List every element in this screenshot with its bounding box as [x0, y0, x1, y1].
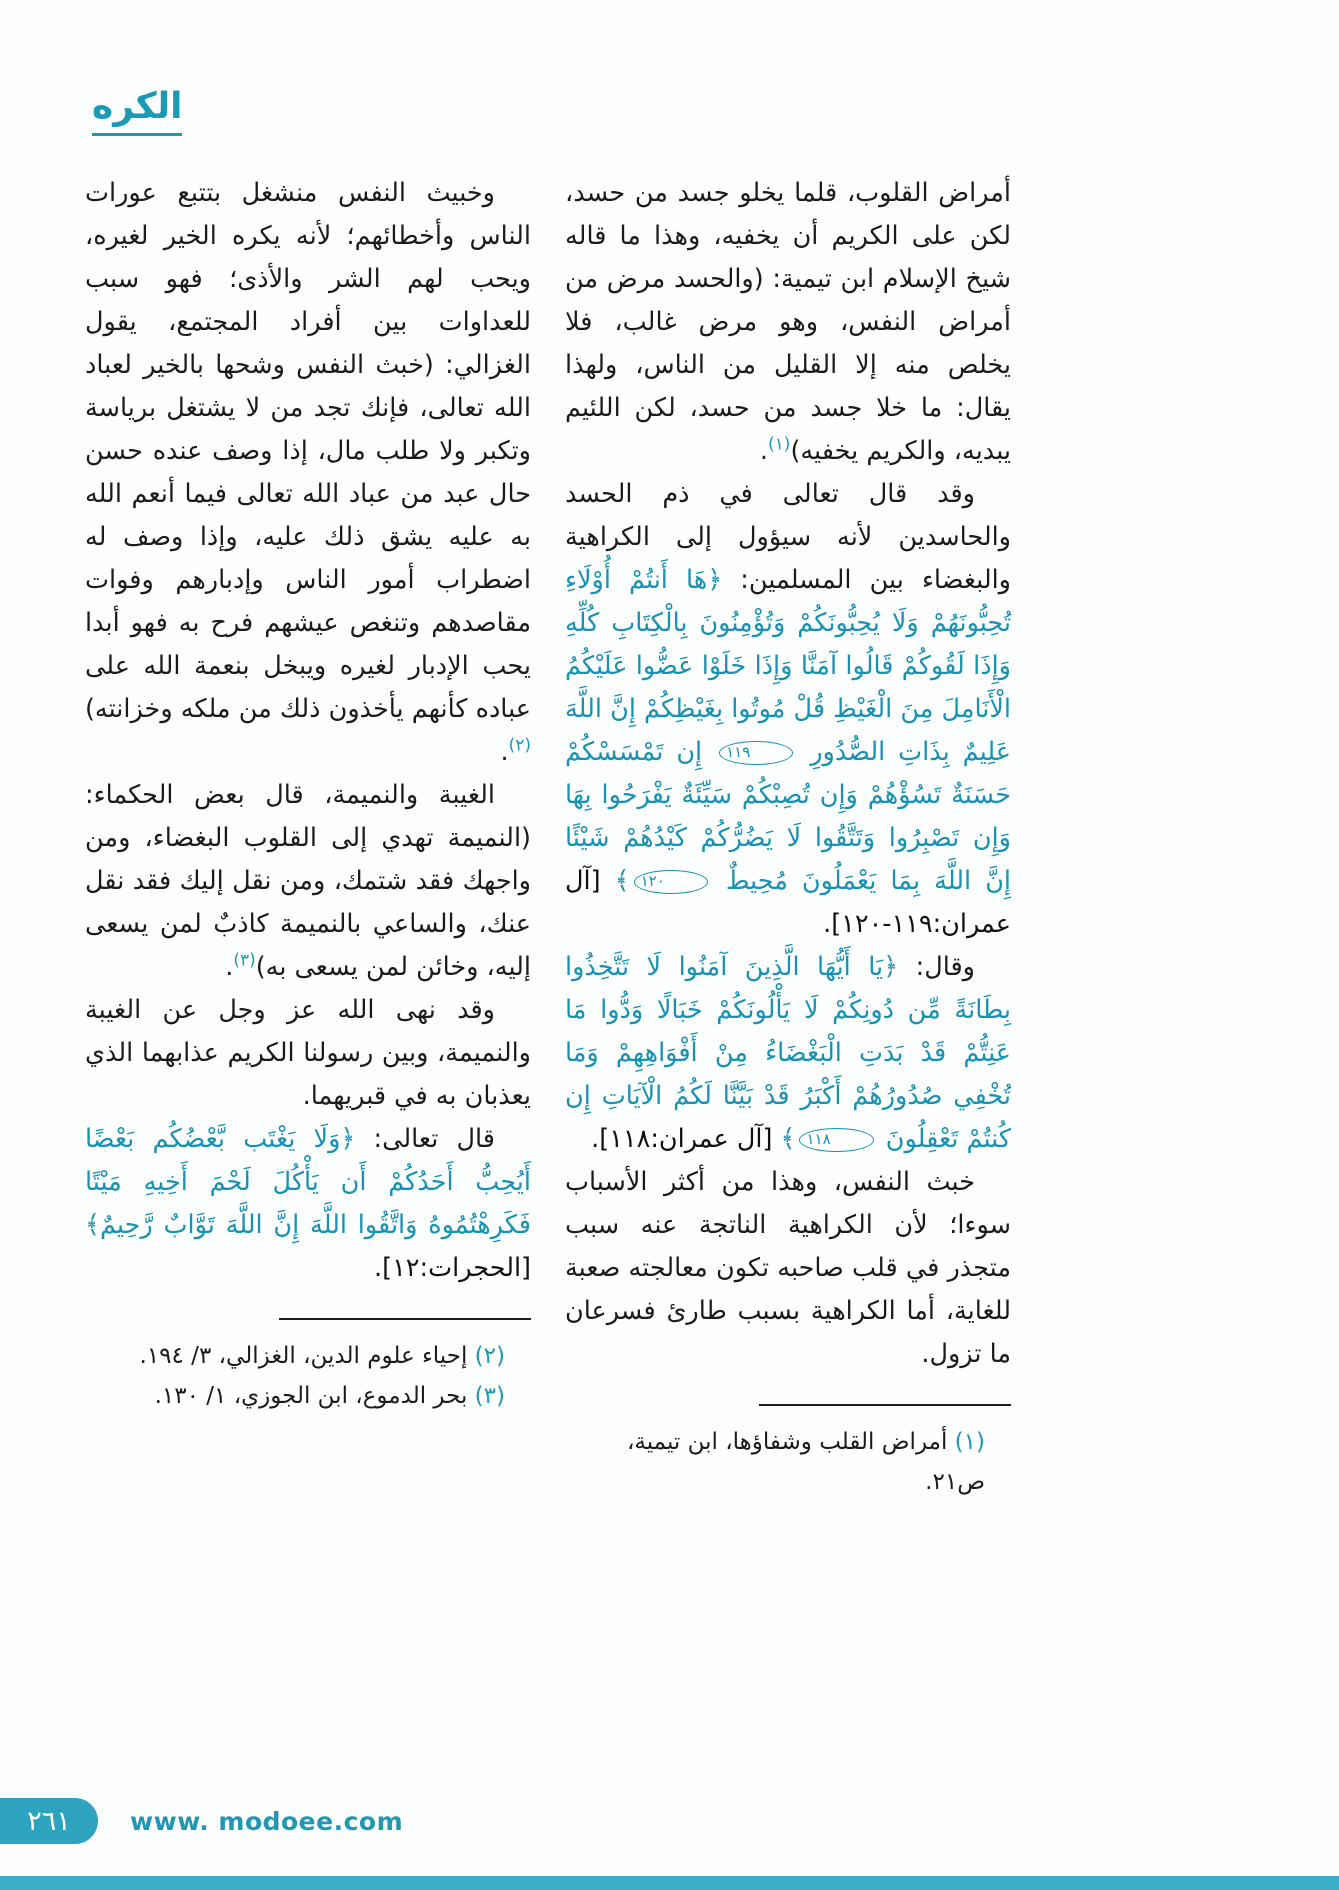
- quran-text: ﴿وَلَا يَغْتَب بَّعْضُكُم بَعْضًا أَيُحِبُّ أَحَدُكُمْ أَن يَأْكُلَ لَحْمَ أَخِيهِ مَيْتًا فَكَرِهْتُمُوهُ وَاتَّقُوا اللَّهَ إِنَّ اللَّهَ تَوَّابٌ رَّحِيمٌ﴾: [85, 1124, 531, 1240]
- paragraph-ghiba-namima: [85, 774, 531, 989]
- body-text: خبث النفس، وهذا من أكثر الأسباب سوءا؛ لأن الكراهية الناتجة عنه سبب متجذر في قلب صاحبه تكون معالجته صعبة للغاية، أما الكراهية بسبب طارئ فسرعان ما تزول.: [565, 1167, 1011, 1369]
- body-text: الغيبة والنميمة، قال بعض الحكماء: (النميمة تهدي إلى القلوب البغضاء، ومن واجهك فقد شتمك، ومن نقل إليك فقد نقل عنك، والساعي بالنميمة كاذبٌ لمن يسعى إليه، وخائن لمن يسعى به): [85, 780, 531, 982]
- footnote-2: [85, 1336, 531, 1376]
- content-columns: [85, 172, 1011, 1502]
- quran-reference: [آل عمران:١١٩-١٢٠].: [565, 866, 1011, 939]
- paragraph-hasad: [565, 172, 1011, 473]
- chapter-header: [92, 86, 182, 136]
- verse-number-ornament: ١١٨: [799, 1128, 873, 1152]
- website-url: www. modoee.com: [130, 1807, 404, 1836]
- body-text: بحر الدموع، ابن الجوزي، ١/ ١٣٠.: [154, 1383, 475, 1409]
- quran-text: ﴿يَا أَيُّهَا الَّذِينَ آمَنُوا لَا تَتَّخِذُوا بِطَانَةً مِّن دُونِكُمْ لَا يَأْلُونَكُمْ خَبَالًا وَدُّوا مَا عَنِتُّمْ قَدْ بَدَتِ الْبَغْضَاءُ مِنْ أَفْوَاهِهِمْ وَمَا تُخْفِي صُدُورُهُمْ أَكْبَرُ قَدْ بَيَّنَّا لَكُمُ الْآيَاتِ إِن كُنتُمْ تَعْقِلُونَ: [565, 952, 1011, 1154]
- paragraph-khubth-alnafs: [565, 1161, 1011, 1376]
- paragraph-quran-imran-118: [565, 946, 1011, 1161]
- body-text: إحياء علوم الدين، الغزالي، ٣/ ١٩٤.: [139, 1343, 475, 1369]
- quran-text: ﴾: [780, 1124, 796, 1154]
- paragraph-quran-hujurat: [85, 1118, 531, 1290]
- body-text: أمراض القلب وشفاؤها، ابن تيمية، ص٢١.: [626, 1429, 985, 1495]
- footnote-separator: [759, 1404, 1011, 1406]
- body-text: وقد نهى الله عز وجل عن الغيبة والنميمة، وبين رسولنا الكريم عذابهما الذي يعذبان به في قبريهما.: [85, 995, 531, 1111]
- quran-reference: [آل عمران:١١٨].: [591, 1124, 781, 1154]
- page-number-badge: [0, 1798, 98, 1844]
- left-column: [85, 172, 531, 1502]
- verse-number-ornament: ١٢٠: [634, 870, 708, 894]
- body-text: وقد قال تعالى في ذم الحسد والحاسدين لأنه سيؤول إلى الكراهية والبغضاء بين المسلمين:: [565, 479, 1011, 595]
- footnote-marker: (١): [768, 434, 791, 455]
- page-number: ٢٦١: [27, 1805, 71, 1837]
- footnote-marker: (٢): [508, 735, 531, 756]
- quran-reference: [الحجرات:١٢].: [374, 1253, 531, 1283]
- body-text: .: [500, 737, 509, 767]
- body-text: أمراض القلوب، قلما يخلو جسد من حسد، لكن على الكريم أن يخفيه، وهذا ما قاله شيخ الإسلام ابن تيمية: (والحسد مرض من أمراض النفس، وهو مرض غالب، فلا يخلص منه إلا القليل من الناس، ولهذا يقال: ما خلا جسد من حسد، لكن اللئيم يبديه، والكريم يخفيه): [565, 178, 1011, 466]
- footnote-separator: [279, 1318, 531, 1320]
- verse-number-ornament: ١١٩: [719, 741, 793, 765]
- paragraph-quran-imran-119: [565, 473, 1011, 946]
- footnote-number: (٢): [474, 1343, 505, 1369]
- footnote-3: [85, 1376, 531, 1416]
- body-text: .: [759, 436, 769, 466]
- footnote-1: [565, 1422, 1011, 1502]
- footnote-number: (١): [954, 1429, 985, 1455]
- body-text: .: [225, 952, 234, 982]
- body-text: وقال:: [898, 952, 975, 982]
- quran-text: ﴾: [614, 866, 630, 896]
- right-column: [565, 172, 1011, 1502]
- body-text: وخبيث النفس منشغل بتتبع عورات الناس وأخطائهم؛ لأنه يكره الخير لغيره، ويحب لهم الشر والأذى؛ فهو سبب للعداوات بين أفراد المجتمع، يقول الغزالي: (خبث النفس وشحها بالخير لعباد الله تعالى، فإنك تجد من لا يشتغل برياسة وتكبر ولا طلب مال، إذا وصف عنده حسن حال عبد من عباد الله تعالى فيما أنعم الله به عليه يشق ذلك عليه، وإذا وصف له اضطراب أمور الناس وإدبارهم وفوات مقاصدهم وتنغص عيشهم فرح به فهو أبدا يحب الإدبار لغيره ويبخل بنعمة الله على عباده كأنهم يأخذون ذلك من ملكه وخزانته): [84, 178, 531, 724]
- footnote-marker: (٣): [233, 950, 256, 971]
- quran-text: ﴿هَا أَنتُمْ أُوْلَاءِ تُحِبُّونَهُمْ وَلَا يُحِبُّونَكُمْ وَتُؤْمِنُونَ بِالْكِتَابِ كُلِّهِ وَإِذَا لَقُوكُمْ قَالُوا آمَنَّا وَإِذَا خَلَوْا عَضُّوا عَلَيْكُمُ الْأَنَامِلَ مِنَ الْغَيْظِ قُلْ مُوتُوا بِغَيْظِكُمْ إِنَّ اللَّهَ عَلِيمٌ بِذَاتِ الصُّدُورِ: [565, 565, 1011, 767]
- footer-bar: [0, 1876, 1339, 1890]
- paragraph-nahy: [85, 989, 531, 1118]
- chapter-title: الكره: [92, 86, 182, 136]
- quran-text: إِن تَمْسَسْكُمْ حَسَنَةٌ تَسُؤْهُمْ وَإِن تُصِبْكُمْ سَيِّئَةٌ يَفْرَحُوا بِهَا وَإِن تَصْبِرُوا وَتَتَّقُوا لَا يَضُرُّكُمْ كَيْدُهُمْ شَيْئًا إِنَّ اللَّهَ بِمَا يَعْمَلُونَ مُحِيطٌ: [565, 737, 1012, 896]
- body-text: قال تعالى:: [355, 1124, 495, 1154]
- paragraph-khabith-alnafs: [85, 172, 531, 774]
- footnote-number: (٣): [474, 1383, 505, 1409]
